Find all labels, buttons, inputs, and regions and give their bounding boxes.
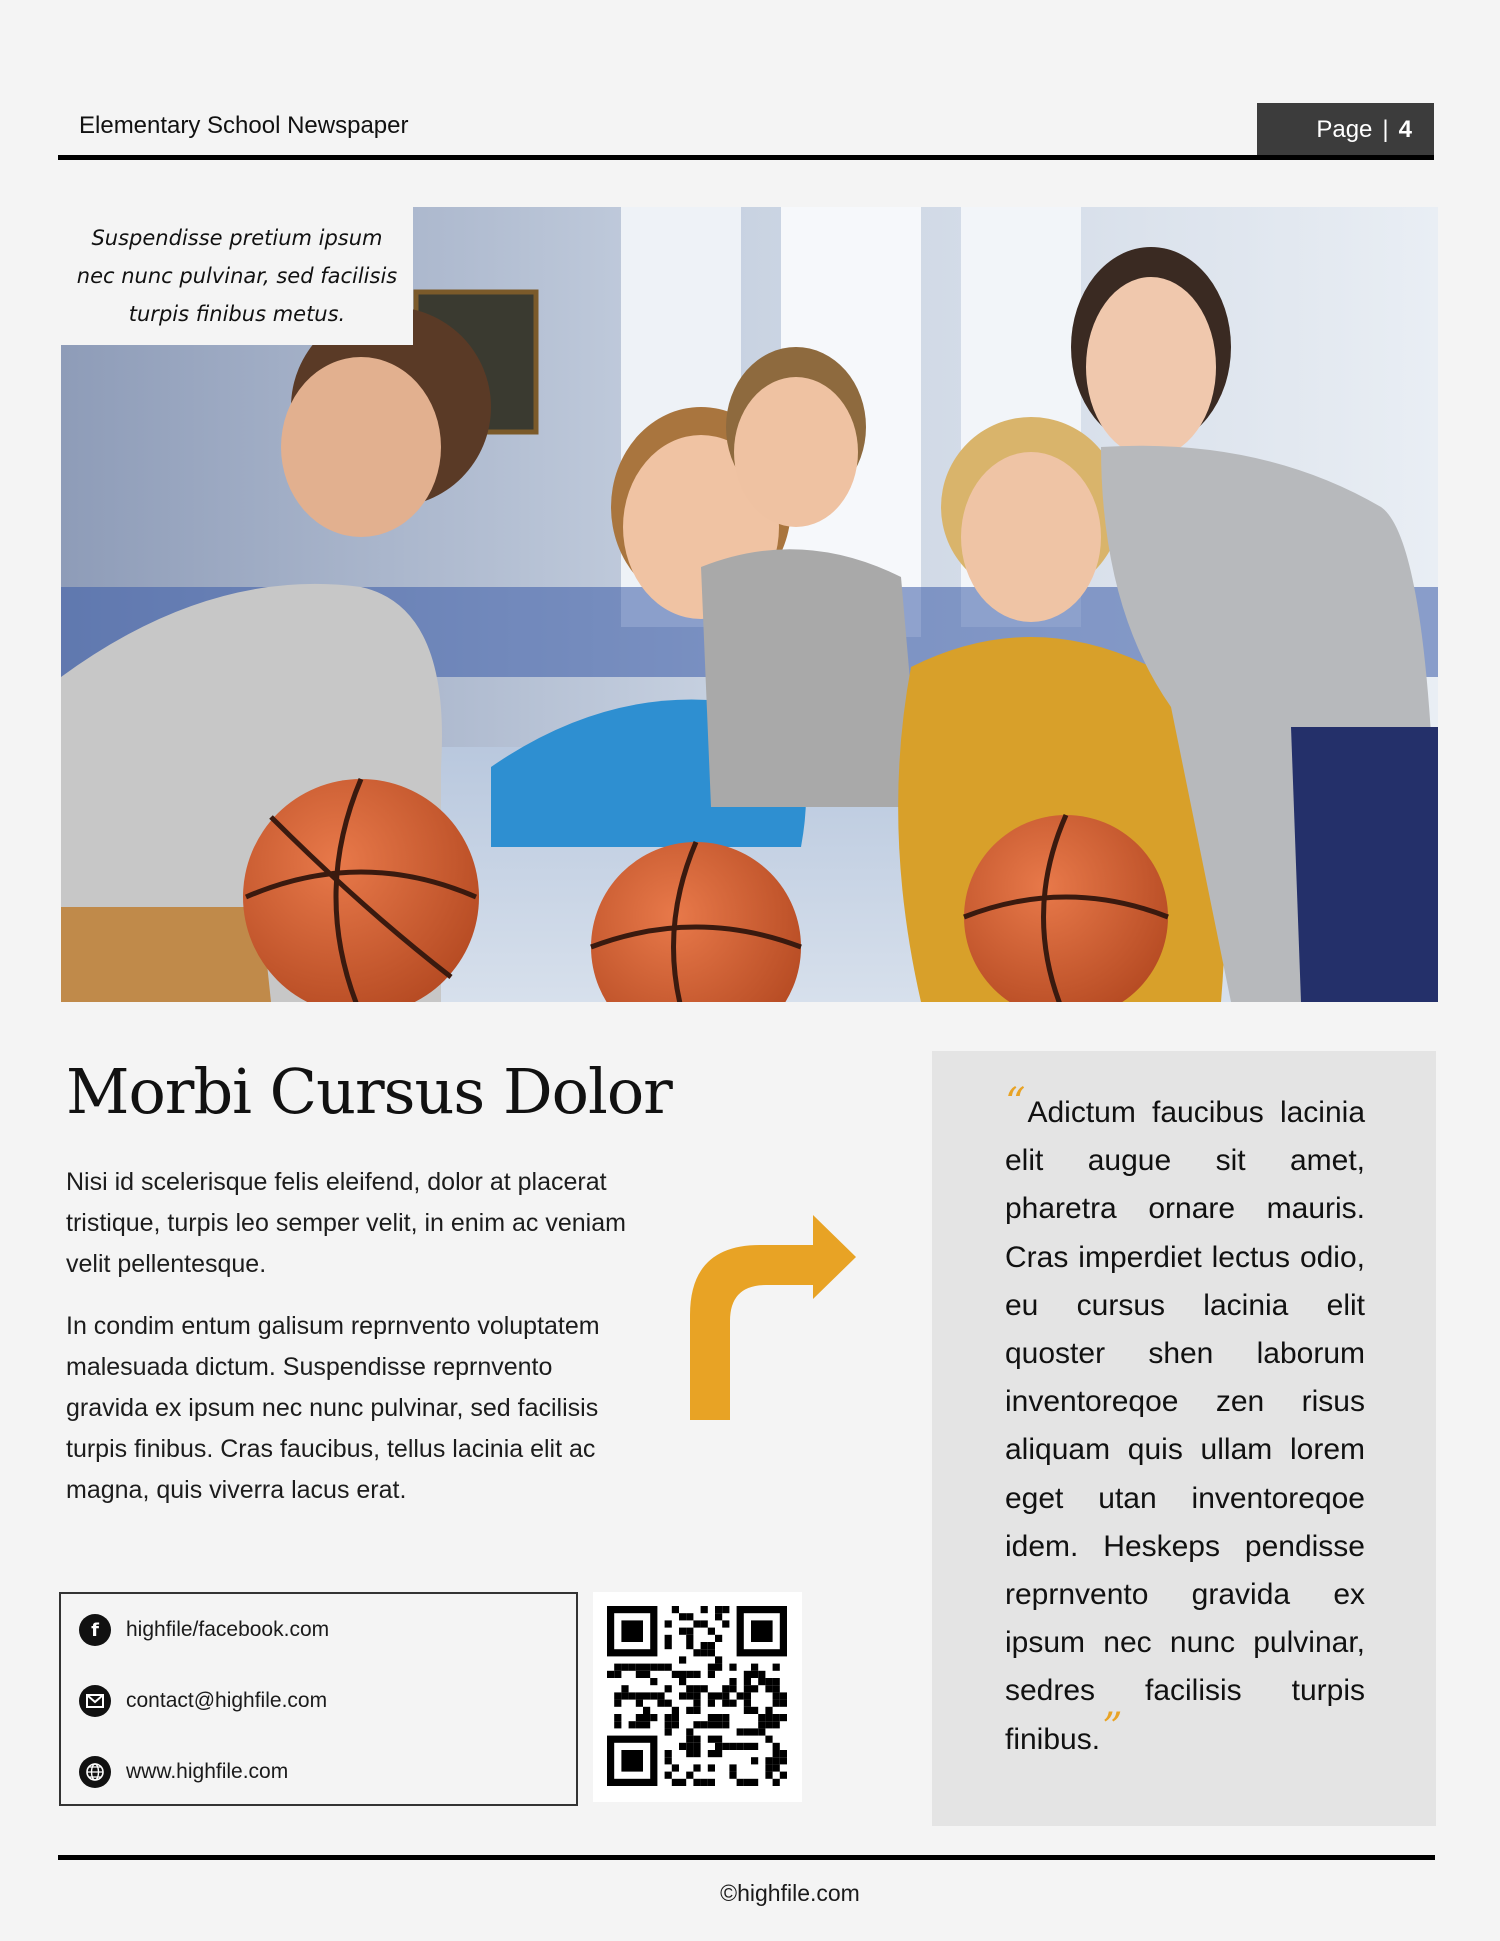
page-number-tab bbox=[1257, 103, 1434, 156]
footer-copyright: ©highfile.com bbox=[720, 1880, 860, 1906]
photo-caption: Suspendisse pretium ipsum nec nunc pulvinar, sed facilisis turpis finibus metus. bbox=[61, 207, 413, 345]
envelope-icon bbox=[79, 1685, 111, 1717]
page-separator: | bbox=[1382, 115, 1389, 143]
globe-icon bbox=[79, 1756, 111, 1788]
contact-email[interactable] bbox=[79, 1685, 327, 1717]
pull-quote bbox=[1005, 1080, 1365, 1764]
email-link[interactable]: contact@highfile.com bbox=[126, 1689, 328, 1712]
facebook-link[interactable]: highfile/facebook.com bbox=[126, 1618, 330, 1641]
pull-quote-box bbox=[932, 1051, 1436, 1826]
article-headline: Morbi Cursus Dolor bbox=[66, 1055, 672, 1128]
footer-rule bbox=[58, 1855, 1435, 1860]
contact-box bbox=[59, 1592, 578, 1806]
website-link[interactable]: www.highfile.com bbox=[126, 1760, 289, 1783]
facebook-icon: f bbox=[79, 1614, 111, 1646]
article-paragraph: In condim entum galisum reprnvento voluptatem malesuada dictum. Suspendisse reprnvento gravida ex ipsum nec nunc pulvinar, sed facilisis turpis finibus. Cras faucibus, tellus lacinia elit ac magna, quis viverra lacus erat. bbox=[66, 1312, 600, 1504]
contact-website[interactable] bbox=[79, 1756, 288, 1788]
header-rule bbox=[58, 155, 1434, 160]
page-label: Page bbox=[1316, 115, 1373, 143]
qr-code[interactable] bbox=[593, 1592, 802, 1802]
page-number: 4 bbox=[1398, 115, 1412, 143]
article-paragraph: Nisi id scelerisque felis eleifend, dolor at placerat tristique, turpis leo semper velit, in enim ac veniam velit pellentesque. bbox=[66, 1168, 626, 1278]
pull-quote-text: Adictum faucibus lacinia elit augue sit amet, pharetra ornare mauris. Cras imperdiet lectus odio, eu cursus lacinia elit quoster shen laborum inventoreqoe zen risus aliquam quis ullam lorem eget utan inventoreqoe idem. Heskeps pendisse reprnvento gravida ex ipsum nec nunc pulvinar, sedres facilisis turpis finibus. bbox=[1005, 1096, 1365, 1756]
close-quote-mark: ” bbox=[1102, 1704, 1123, 1751]
contact-facebook[interactable] bbox=[79, 1614, 329, 1646]
open-quote-mark: “ bbox=[1005, 1080, 1026, 1126]
turn-arrow-icon bbox=[688, 1195, 858, 1420]
newspaper-title: Elementary School Newspaper bbox=[79, 112, 409, 139]
